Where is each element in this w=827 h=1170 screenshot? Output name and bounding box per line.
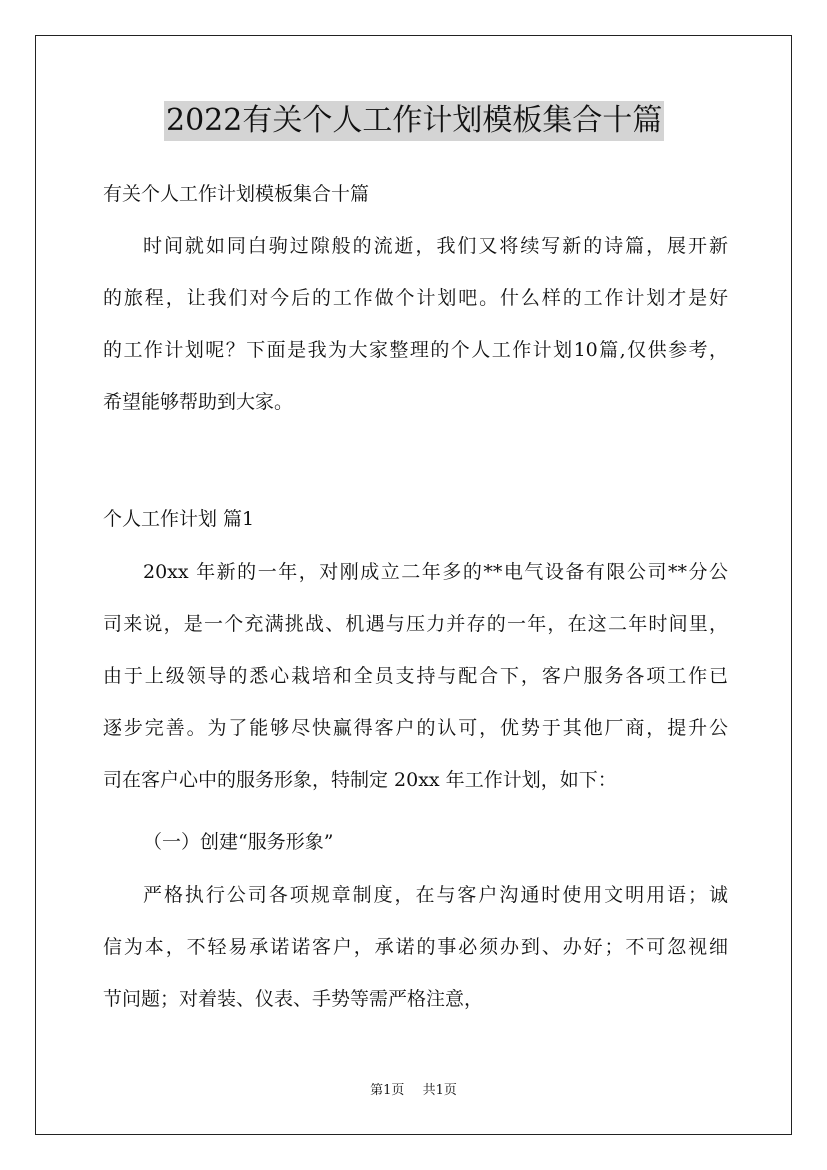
section-heading: 个人工作计划 篇1 bbox=[103, 508, 255, 530]
intro-paragraph-line: 希望能够帮助到大家。 bbox=[103, 391, 294, 413]
document-title: 2022有关个人工作计划模板集合十篇 bbox=[164, 101, 664, 141]
page-number: 第1页 bbox=[370, 1083, 405, 1098]
subsection-heading: （一）创建“服务形象” bbox=[143, 831, 334, 853]
intro-paragraph-line: 时间就如同白驹过隙般的流逝，我们又将续写新的诗篇，展开新 bbox=[143, 235, 728, 257]
section-paragraph-line: 司来说，是一个充满挑战、机遇与压力并存的一年，在这二年时间里， bbox=[103, 613, 728, 635]
subsection-paragraph-line: 严格执行公司各项规章制度，在与客户沟通时使用文明用语；诚 bbox=[143, 884, 728, 906]
document-subtitle: 有关个人工作计划模板集合十篇 bbox=[103, 183, 370, 205]
page-footer bbox=[0, 1082, 827, 1100]
section-paragraph-line: 司在客户心中的服务形象，特制定 20xx 年工作计划，如下： bbox=[103, 769, 617, 791]
section-paragraph-line: 由于上级领导的悉心栽培和全员支持与配合下，客户服务各项工作已 bbox=[103, 665, 728, 687]
subsection-paragraph-line: 节问题；对着装、仪表、手势等需严格注意， bbox=[103, 988, 484, 1010]
section-paragraph-line: 20xx 年新的一年，对刚成立二年多的**电气设备有限公司**分公 bbox=[143, 561, 728, 583]
section-paragraph-line: 逐步完善。为了能够尽快赢得客户的认可，优势于其他厂商，提升公 bbox=[103, 717, 728, 739]
intro-paragraph-line: 的旅程，让我们对今后的工作做个计划吧。什么样的工作计划才是好 bbox=[103, 287, 728, 309]
page-total: 共1页 bbox=[422, 1083, 457, 1098]
intro-paragraph-line: 的工作计划呢？下面是我为大家整理的个人工作计划10篇,仅供参考， bbox=[103, 339, 728, 361]
subsection-paragraph-line: 信为本，不轻易承诺诺客户，承诺的事必须办到、办好；不可忽视细 bbox=[103, 936, 728, 958]
